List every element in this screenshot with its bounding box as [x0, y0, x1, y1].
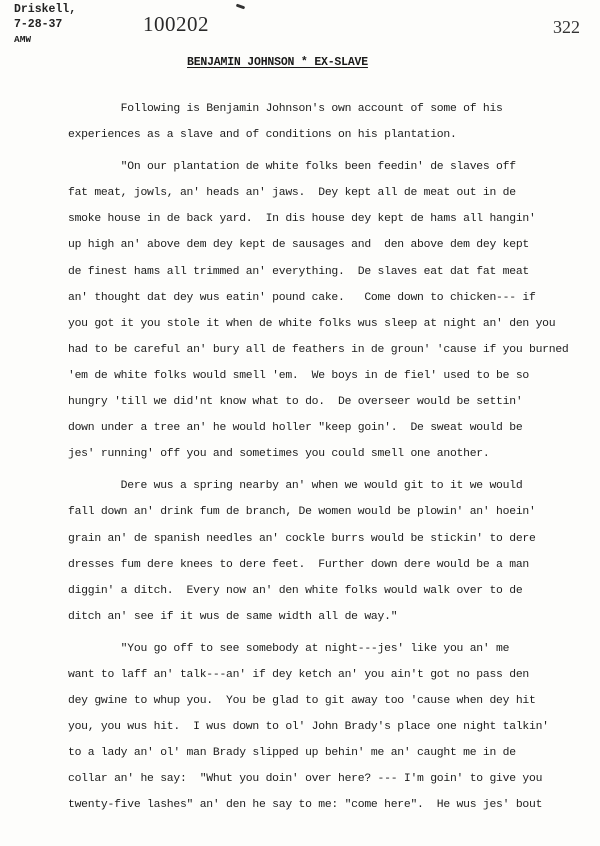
text-line: dresses fum dere knees to dere feet. Further down dere would be a man [68, 558, 529, 571]
text-line: want to laff an' talk---an' if dey ketch an' you ain't got no pass den [68, 668, 529, 681]
text-line: down under a tree an' he would holler "keep goin'. De sweat would be [68, 422, 523, 435]
writer-name: Driskell, [14, 3, 77, 16]
typist-initials: AMW [14, 34, 32, 45]
ink-mark [236, 4, 245, 10]
text-line: hungry 'till we did'nt know what to do. De overseer would be settin' [68, 396, 523, 409]
date-stamp: 7-28-37 [14, 18, 63, 31]
text-line: an' thought dat dey wus eatin' pound cake. Come down to chicken--- if [68, 291, 536, 304]
text-line: you, you wus hit. I wus down to ol' John Brady's place one night talkin' [68, 721, 549, 734]
paragraph [68, 636, 588, 819]
text-line: fat meat, jowls, an' heads an' jaws. Dey kept all de meat out in de [68, 187, 516, 200]
text-line: twenty-five lashes" an' den he say to me: "come here". He wus jes' bout [68, 799, 543, 812]
page-title: BENJAMIN JOHNSON * EX-SLAVE [187, 56, 368, 69]
paragraph [68, 96, 588, 148]
text-line: ditch an' see if it wus de same width all de way." [68, 610, 398, 623]
text-line: smoke house in de back yard. In dis house dey kept de hams all hangin' [68, 213, 536, 226]
text-line: you got it you stole it when de white folks wus sleep at night an' den you [68, 317, 556, 330]
text-line: collar an' he say: "Whut you doin' over here? --- I'm goin' to give you [68, 773, 543, 786]
text-line: experiences as a slave and of conditions on his plantation. [68, 129, 457, 142]
text-line: fall down an' drink fum de branch, De women would be plowin' an' hoein' [68, 506, 536, 519]
text-line: 'em de white folks would smell 'em. We boys in de fiel' used to be so [68, 369, 529, 382]
text-line: "On our plantation de white folks been feedin' de slaves off [68, 161, 516, 174]
page-number: 322 [553, 17, 580, 37]
typist-header [14, 2, 76, 47]
text-line: had to be careful an' bury all de feathers in de groun' 'cause if you burned [68, 343, 569, 356]
paragraph [68, 473, 588, 630]
text-line: to a lady an' ol' man Brady slipped up behin' me an' caught me in de [68, 747, 516, 760]
document-number: 100202 [143, 12, 209, 36]
text-line: "You go off to see somebody at night---jes' like you an' me [68, 642, 510, 655]
text-line: dey gwine to whup you. You be glad to git away too 'cause when dey hit [68, 695, 536, 708]
paragraph [68, 154, 588, 467]
narrative-body [68, 96, 588, 819]
text-line: de finest hams all trimmed an' everything. De slaves eat dat fat meat [68, 265, 529, 278]
text-line: Dere wus a spring nearby an' when we would git to it we would [68, 480, 523, 493]
text-line: jes' running' off you and sometimes you could smell one another. [68, 448, 490, 461]
text-line: up high an' above dem dey kept de sausages and den above dem dey kept [68, 239, 529, 252]
text-line: Following is Benjamin Johnson's own account of some of his [68, 103, 503, 115]
text-line: grain an' de spanish needles an' cockle burrs would be stickin' to dere [68, 532, 536, 545]
text-line: diggin' a ditch. Every now an' den white folks would walk over to de [68, 584, 523, 597]
